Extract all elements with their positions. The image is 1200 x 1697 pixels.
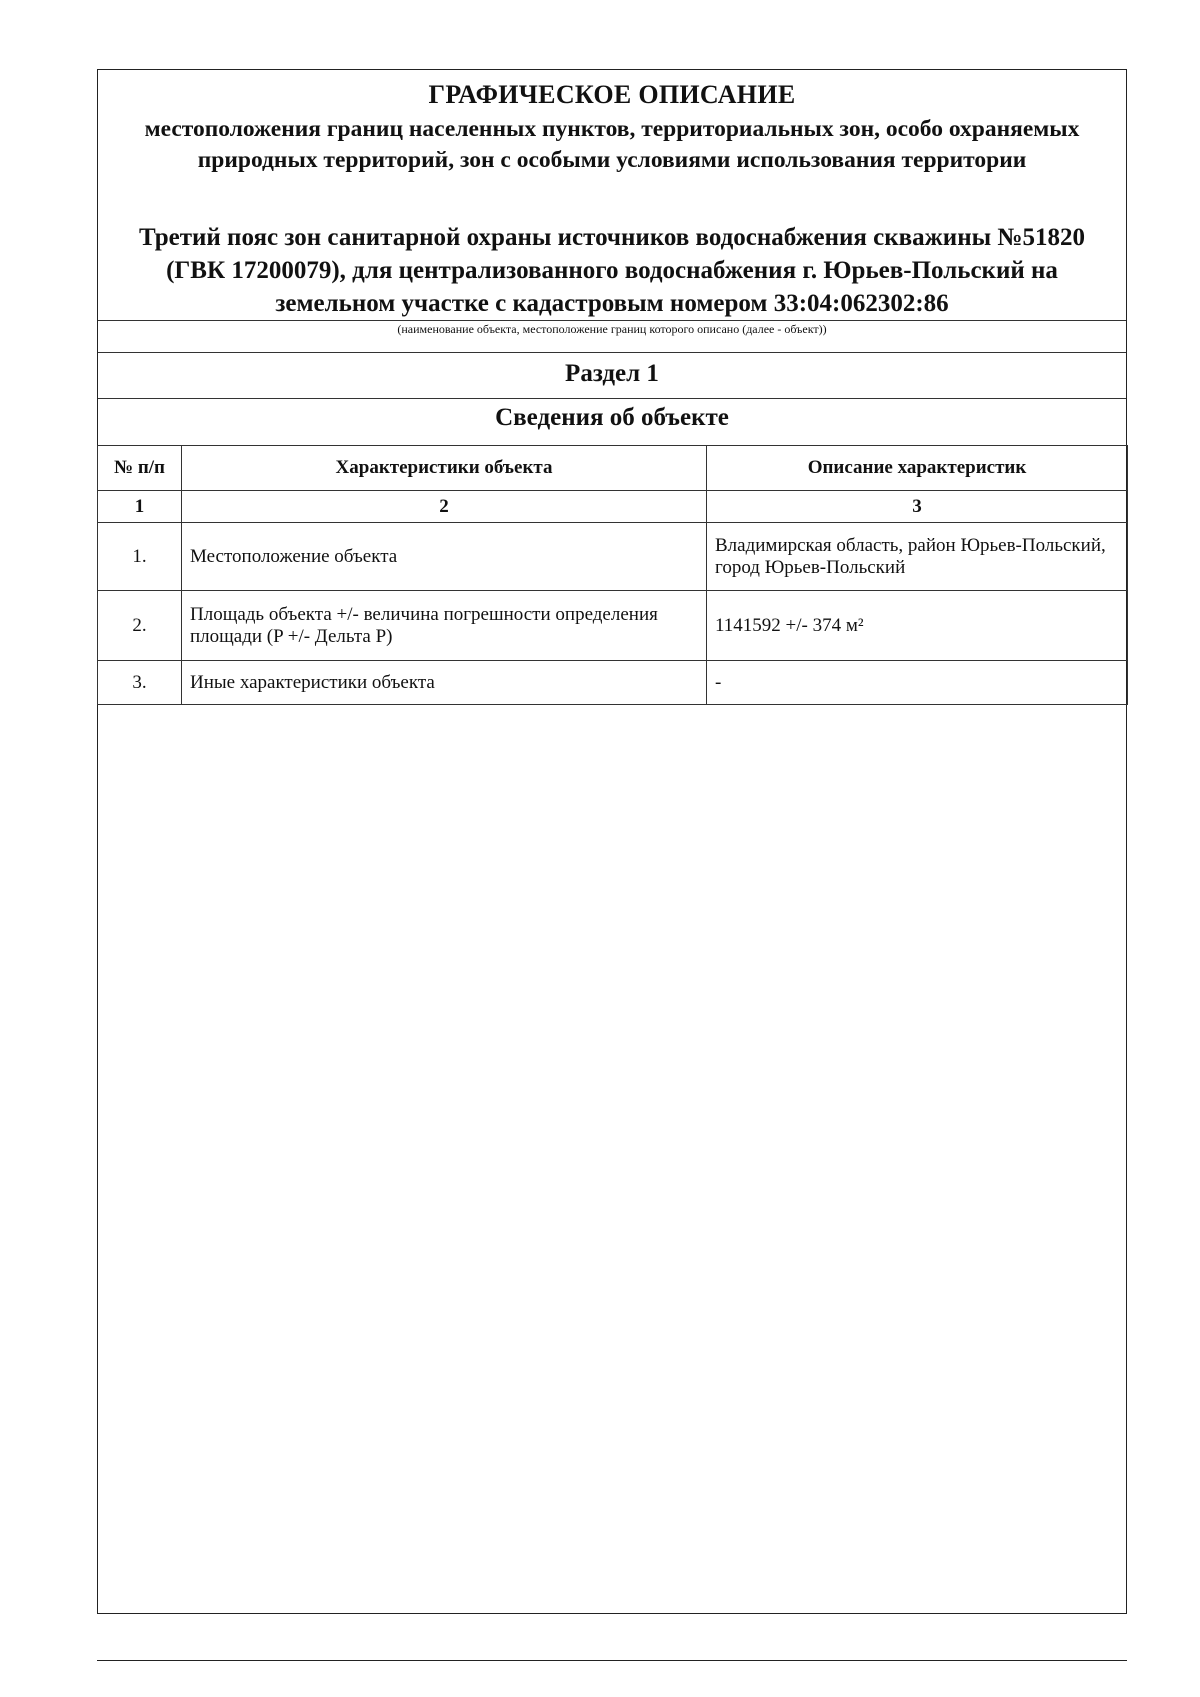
object-name-caption: (наименование объекта, местоположение границ которого описано (далее - объект)): [397, 322, 827, 336]
document-frame: [97, 69, 1127, 1614]
column-header-num: № п/п: [98, 446, 182, 491]
row-description: Владимирская область, район Юрьев-Польский, город Юрьев-Польский: [707, 523, 1128, 591]
column-header-characteristic: Характеристики объекта: [182, 446, 707, 491]
divider: [98, 320, 1126, 321]
table-row: [98, 523, 1128, 591]
page-bottom-line: [97, 1660, 1127, 1661]
row-characteristic: Площадь объекта +/- величина погрешности определения площади (P +/- Дельта P): [182, 591, 707, 661]
column-header-description: Описание характеристик: [707, 446, 1128, 491]
section-subtitle: Сведения об объекте: [495, 404, 729, 431]
column-number: 1: [98, 491, 182, 523]
object-name: Третий пояс зон санитарной охраны источников водоснабжения скважины №51820 (ГВК 17200079), для централизованного водоснабжения г. Юрьев-Польский на земельном участке с кадастровым номером 33:04:062302:86: [139, 224, 1085, 317]
document-title: ГРАФИЧЕСКОЕ ОПИСАНИЕ: [428, 80, 796, 109]
document-subtitle: местоположения границ населенных пунктов, территориальных зон, особо охраняемых природных территорий, зон с особыми условиями использования территории: [144, 116, 1080, 173]
table-row: [98, 591, 1128, 661]
row-characteristic: Местоположение объекта: [182, 523, 707, 591]
row-description: 1141592 +/- 374 м²: [707, 591, 1128, 661]
section-title: Раздел 1: [565, 360, 659, 387]
row-description: -: [707, 661, 1128, 705]
column-number-row: [98, 491, 1128, 523]
table-row: [98, 661, 1128, 705]
row-number: 1.: [98, 523, 182, 591]
divider: [98, 398, 1126, 399]
row-number: 2.: [98, 591, 182, 661]
object-characteristics-table: [97, 445, 1128, 705]
divider: [98, 352, 1126, 353]
row-characteristic: Иные характеристики объекта: [182, 661, 707, 705]
table-header-row: [98, 446, 1128, 491]
column-number: 3: [707, 491, 1128, 523]
row-number: 3.: [98, 661, 182, 705]
column-number: 2: [182, 491, 707, 523]
